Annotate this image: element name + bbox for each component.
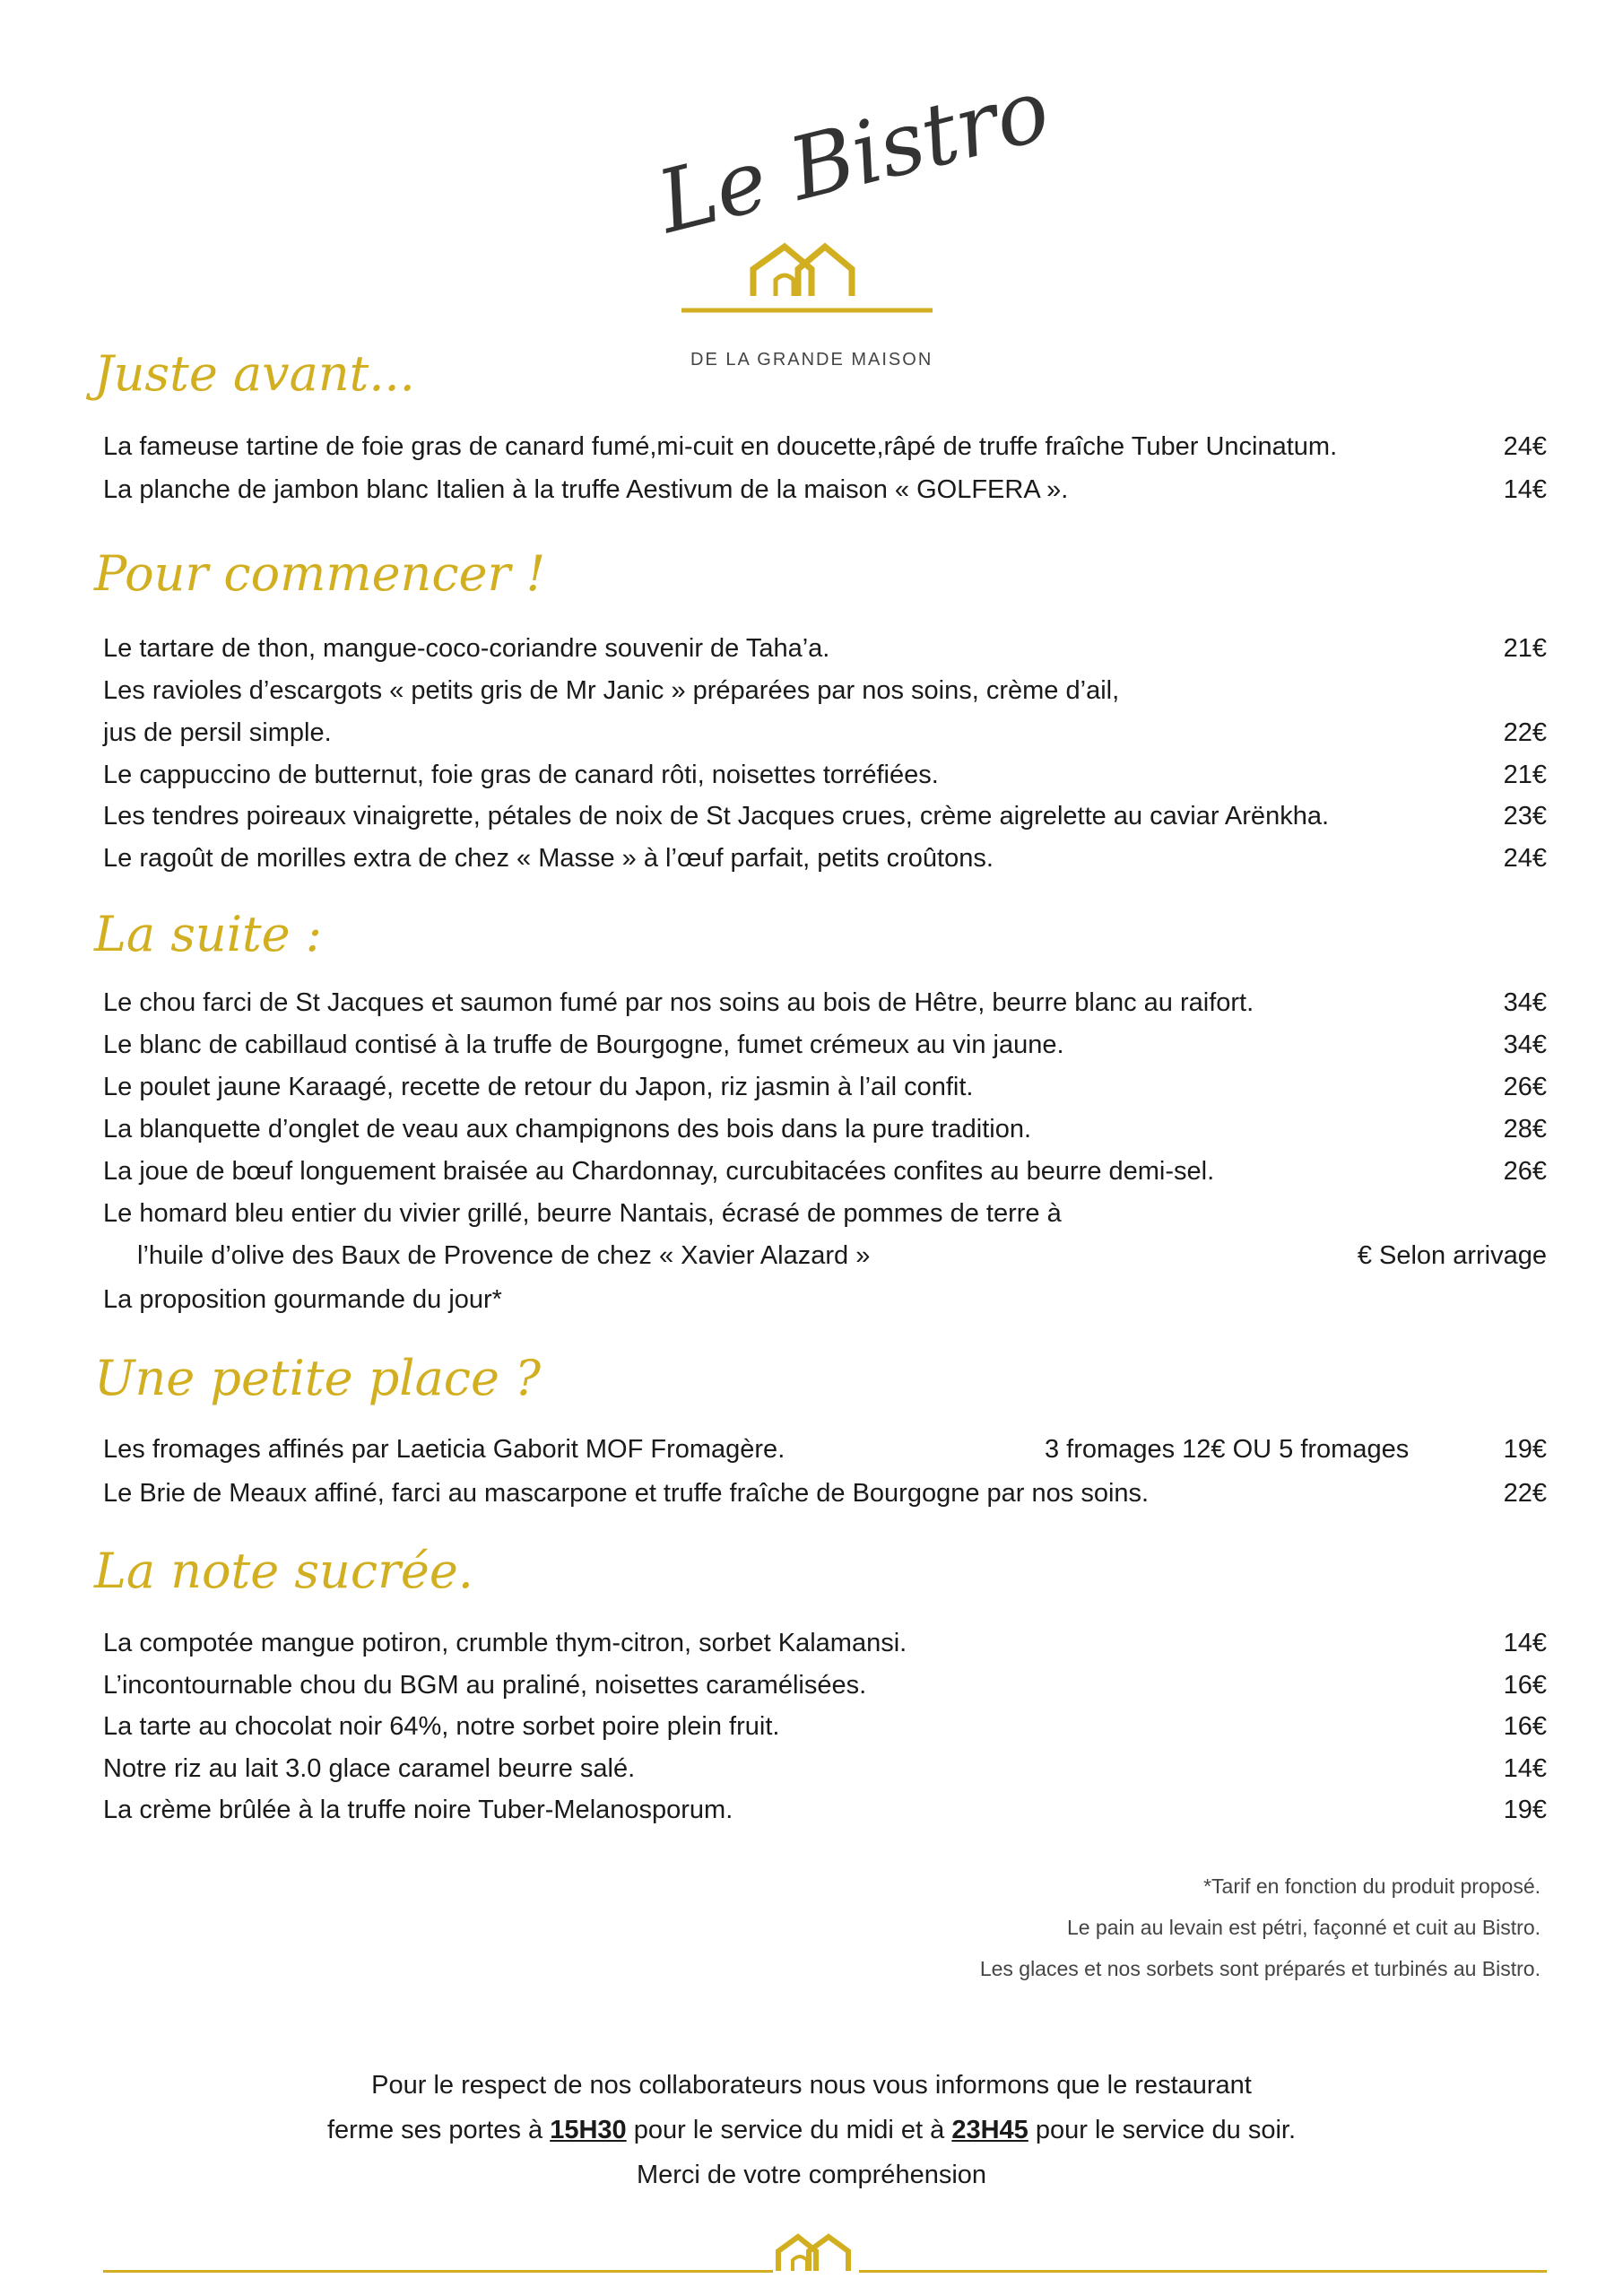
item-name: La tarte au chocolat noir 64%, notre sorbet poire plein fruit.	[103, 1712, 780, 1741]
restaurant-logo	[647, 58, 1059, 377]
menu-item	[103, 1751, 1547, 1787]
item-price: 14€	[1503, 1754, 1547, 1783]
menu-item	[103, 985, 1547, 1021]
item-name: Le chou farci de St Jacques et saumon fumé par nos soins au bois de Hêtre, beurre blanc au raifort.	[103, 988, 1254, 1017]
item-price: € Selon arrivage	[1357, 1241, 1547, 1270]
menu-item	[103, 1282, 1547, 1318]
item-name: l’huile d’olive des Baux de Provence de chez « Xavier Alazard »	[137, 1241, 871, 1270]
menu-item	[103, 1792, 1547, 1828]
closing-line-3: Merci de votre compréhension	[636, 2161, 987, 2189]
item-name: Notre riz au lait 3.0 glace caramel beurre salé.	[103, 1754, 636, 1783]
item-price: 19€	[1503, 1796, 1547, 1824]
menu-item	[103, 1431, 1547, 1467]
item-name: jus de persil simple.	[103, 718, 332, 747]
item-price: 28€	[1503, 1115, 1547, 1144]
menu-item	[103, 715, 1547, 751]
item-price: 21€	[1503, 634, 1547, 663]
closing-line-2	[0, 2108, 1623, 2152]
item-name: Le poulet jaune Karaagé, recette de retour du Japon, riz jasmin à l’ail confit.	[103, 1073, 974, 1101]
item-price: 16€	[1503, 1712, 1547, 1741]
menu-item	[103, 1667, 1547, 1703]
footnotes	[980, 1866, 1541, 1989]
footnote: Le pain au levain est pétri, façonné et cuit au Bistro.	[1066, 1916, 1541, 1939]
item-price: 14€	[1503, 475, 1547, 504]
item-name: Le ragoût de morilles extra de chez « Masse » à l’œuf parfait, petits croûtons.	[103, 844, 994, 873]
item-price: 24€	[1503, 844, 1547, 873]
item-name: L’incontournable chou du BGM au praliné, noisettes caramélisées.	[103, 1671, 867, 1700]
item-name: Le homard bleu entier du vivier grillé, beurre Nantais, écrasé de pommes de terre à	[103, 1199, 1062, 1228]
item-price: 22€	[1503, 1479, 1547, 1508]
menu-item	[103, 1475, 1547, 1511]
item-name: Le cappuccino de butternut, foie gras de canard rôti, noisettes torréfiées.	[103, 761, 939, 789]
item-name: La compotée mangue potiron, crumble thym-citron, sorbet Kalamansi.	[103, 1629, 907, 1657]
section-title-juste-avant: Juste avant...	[94, 345, 415, 402]
closing-text: pour le service du midi et à	[633, 2116, 945, 2144]
menu-item	[103, 1111, 1547, 1147]
menu-item	[103, 673, 1547, 709]
closing-line-1: Pour le respect de nos collaborateurs nous vous informons que le restaurant	[371, 2071, 1252, 2100]
item-name: La planche de jambon blanc Italien à la truffe Aestivum de la maison « GOLFERA ».	[103, 475, 1069, 504]
menu-item	[103, 840, 1547, 876]
section-title-la-note-sucree: La note sucrée.	[94, 1543, 473, 1599]
item-price: 34€	[1503, 988, 1547, 1017]
house-logo-icon	[664, 242, 933, 314]
item-name: La crème brûlée à la truffe noire Tuber-Melanosporum.	[103, 1796, 733, 1824]
menu-item	[103, 1153, 1547, 1189]
item-name: Le Brie de Meaux affiné, farci au mascarpone et truffe fraîche de Bourgogne par nos soins.	[103, 1479, 1150, 1508]
item-name: La blanquette d’onglet de veau aux champignons des bois dans la pure tradition.	[103, 1115, 1032, 1144]
item-price: 23€	[1503, 802, 1547, 831]
closing-message	[0, 2063, 1623, 2197]
item-name: Les fromages affinés par Laeticia Gaborit MOF Fromagère.	[103, 1435, 785, 1464]
item-name: Les ravioles d’escargots « petits gris de Mr Janic » préparées par nos soins, crème d’ail,	[103, 676, 1120, 705]
lunch-closing-time: 15H30	[550, 2116, 627, 2144]
item-name: Le tartare de thon, mangue-coco-coriandre souvenir de Taha’a.	[103, 634, 830, 663]
menu-item	[103, 472, 1547, 508]
menu-item	[103, 1625, 1547, 1661]
menu-item	[103, 1027, 1547, 1063]
item-price: 26€	[1503, 1157, 1547, 1186]
footnote: *Tarif en fonction du produit proposé.	[1203, 1874, 1541, 1898]
item-name: Le blanc de cabillaud contisé à la truffe de Bourgogne, fumet crémeux au vin jaune.	[103, 1031, 1064, 1059]
item-name: La proposition gourmande du jour*	[103, 1285, 502, 1314]
menu-item	[103, 757, 1547, 793]
item-price: 26€	[1503, 1073, 1547, 1101]
menu-item	[103, 798, 1547, 834]
item-price: 22€	[1503, 718, 1547, 747]
item-name: La fameuse tartine de foie gras de canard fumé,mi-cuit en doucette,râpé de truffe fraîche Tuber Uncinatum.	[103, 432, 1338, 461]
menu-item	[103, 429, 1547, 465]
item-price: 19€	[1503, 1435, 1547, 1464]
item-price: 14€	[1503, 1629, 1547, 1657]
section-title-une-petite-place: Une petite place ?	[94, 1350, 542, 1406]
item-option: 3 fromages 12€ OU 5 fromages	[1045, 1435, 1410, 1464]
item-name: La joue de bœuf longuement braisée au Chardonnay, curcubitacées confites au beurre demi-sel.	[103, 1157, 1215, 1186]
item-price: 34€	[1503, 1031, 1547, 1059]
item-price: 16€	[1503, 1671, 1547, 1700]
menu-item	[103, 1069, 1547, 1105]
dinner-closing-time: 23H45	[951, 2116, 1028, 2144]
closing-text: pour le service du soir.	[1035, 2116, 1297, 2144]
section-title-la-suite: La suite :	[94, 906, 322, 962]
house-footer-icon	[773, 2233, 859, 2273]
menu-item	[103, 1709, 1547, 1744]
logo-script: Le Bistro	[647, 58, 1059, 254]
menu-item	[103, 631, 1547, 666]
item-name: Les tendres poireaux vinaigrette, pétales de noix de St Jacques crues, crème aigrelette au caviar Arënkha.	[103, 802, 1330, 831]
item-price: 24€	[1503, 432, 1547, 461]
closing-text: ferme ses portes à	[326, 2116, 543, 2144]
menu-item	[103, 1196, 1547, 1231]
menu-item	[103, 1238, 1547, 1274]
item-price: 21€	[1503, 761, 1547, 789]
logo-subtitle: DE LA GRANDE MAISON	[690, 350, 933, 370]
footnote: Les glaces et nos sorbets sont préparés et turbinés au Bistro.	[979, 1957, 1541, 1980]
section-title-pour-commencer: Pour commencer !	[94, 545, 546, 602]
